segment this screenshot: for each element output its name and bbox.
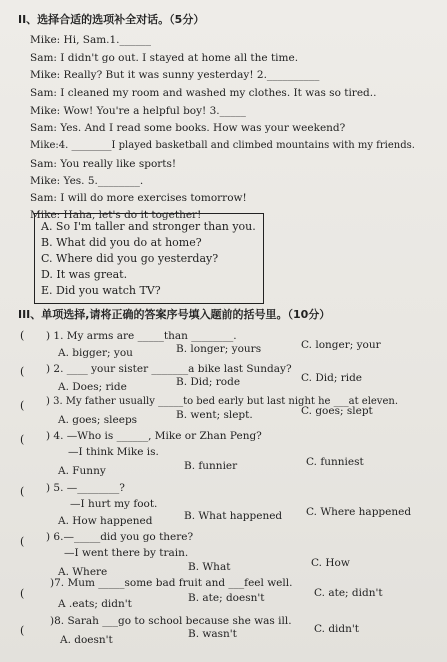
- question-5-option-c: C. Where happened: [306, 506, 412, 518]
- question-6-reply: —I went there by train.: [64, 547, 189, 559]
- answer-bracket-2[interactable]: (: [20, 365, 25, 378]
- dialogue-line-7: Mike:4. ________I played basketball and climbed mountains with my friends.: [30, 140, 415, 151]
- question-4-stem: ) 4. —Who is ______, Mike or Zhan Peng?: [46, 430, 262, 442]
- question-4-option-a: A. Funny: [58, 465, 106, 477]
- question-1-stem: ) 1. My arms are _____than ________.: [46, 330, 237, 342]
- question-2-option-b: B. Did; rode: [176, 376, 241, 388]
- dialogue-line-9: Mike: Yes. 5.________.: [30, 175, 144, 187]
- question-6-option-c: C. How: [311, 557, 350, 569]
- options-box: [34, 213, 264, 304]
- section-2-title: II、选择合适的选项补全对话。（5分）: [18, 13, 205, 26]
- answer-bracket-4[interactable]: (: [20, 433, 25, 446]
- question-7-option-a: A .eats; didn't: [58, 598, 132, 610]
- dialogue-line-2: Sam: I didn't go out. I stayed at home all the time.: [30, 52, 299, 64]
- dialogue-line-3: Mike: Really? But it was sunny yesterday! 2.__________: [30, 69, 320, 81]
- question-2-option-a: A. Does; ride: [58, 381, 127, 393]
- question-8-option-c: C. didn't: [314, 623, 360, 635]
- question-4-option-c: C. funniest: [306, 456, 364, 468]
- question-6-option-a: A. Where: [58, 566, 108, 578]
- answer-bracket-7[interactable]: (: [20, 587, 25, 600]
- answer-bracket-3[interactable]: (: [20, 399, 25, 412]
- answer-bracket-5[interactable]: (: [20, 485, 25, 498]
- question-1-option-a: A. bigger; you: [58, 347, 133, 359]
- question-6-option-b: B. What: [188, 561, 231, 573]
- question-1-option-c: C. longer; your: [301, 339, 381, 351]
- question-3-stem: ) 3. My father usually _____to bed early but last night he ___at eleven.: [46, 396, 398, 407]
- question-7-option-b: B. ate; doesn't: [188, 592, 265, 604]
- question-4-option-b: B. funnier: [184, 460, 238, 472]
- question-8-option-a: A. doesn't: [60, 634, 113, 646]
- dialogue-line-4: Sam: I cleaned my room and washed my clothes. It was so tired..: [30, 87, 377, 99]
- question-1-option-b: B. longer; yours: [176, 343, 262, 355]
- question-6-stem: ) 6.—_____did you go there?: [46, 531, 194, 543]
- dialogue-line-5: Mike: Wow! You're a helpful boy! 3._____: [30, 105, 246, 117]
- answer-bracket-8[interactable]: (: [20, 624, 25, 637]
- question-3-option-c: C. goes; slept: [301, 405, 373, 417]
- question-8-stem: )8. Sarah ___go to school because she was ill.: [50, 615, 292, 627]
- question-7-stem: )7. Mum _____some bad fruit and ___feel well.: [50, 577, 293, 589]
- question-2-stem: ) 2. ____ your sister _______a bike last Sunday?: [46, 363, 292, 375]
- question-4-reply: —I think Mike is.: [68, 446, 159, 458]
- answer-bracket-1[interactable]: (: [20, 329, 25, 342]
- section-3-title: III、单项选择,请将正确的答案序号填入题前的括号里。（10分）: [18, 308, 331, 321]
- question-7-option-c: C. ate; didn't: [314, 587, 383, 599]
- question-5-reply: —I hurt my foot.: [70, 498, 158, 510]
- option-d: D. It was great.: [41, 268, 128, 281]
- question-2-option-c: C. Did; ride: [301, 372, 363, 384]
- question-5-stem: ) 5. —________?: [46, 482, 125, 494]
- dialogue-line-8: Sam: You really like sports!: [30, 158, 177, 170]
- question-5-option-a: A. How happened: [58, 515, 153, 527]
- dialogue-line-11: Mike: Haha, let's do it together!: [30, 209, 202, 221]
- question-8-option-b: B. wasn't: [188, 628, 237, 640]
- question-5-option-b: B. What happened: [184, 510, 283, 522]
- question-3-option-b: B. went; slept.: [176, 409, 253, 421]
- option-e: E. Did you watch TV?: [41, 284, 161, 297]
- option-b: B. What did you do at home?: [41, 236, 202, 249]
- question-3-option-a: A. goes; sleeps: [58, 414, 138, 426]
- option-c: C. Where did you go yesterday?: [41, 252, 219, 265]
- option-a: A. So I'm taller and stronger than you.: [41, 220, 256, 233]
- dialogue-line-1: Mike: Hi, Sam.1.______: [30, 34, 152, 46]
- dialogue-line-6: Sam: Yes. And I read some books. How was your weekend?: [30, 122, 346, 134]
- dialogue-line-10: Sam: I will do more exercises tomorrow!: [30, 192, 247, 204]
- answer-bracket-6[interactable]: (: [20, 535, 25, 548]
